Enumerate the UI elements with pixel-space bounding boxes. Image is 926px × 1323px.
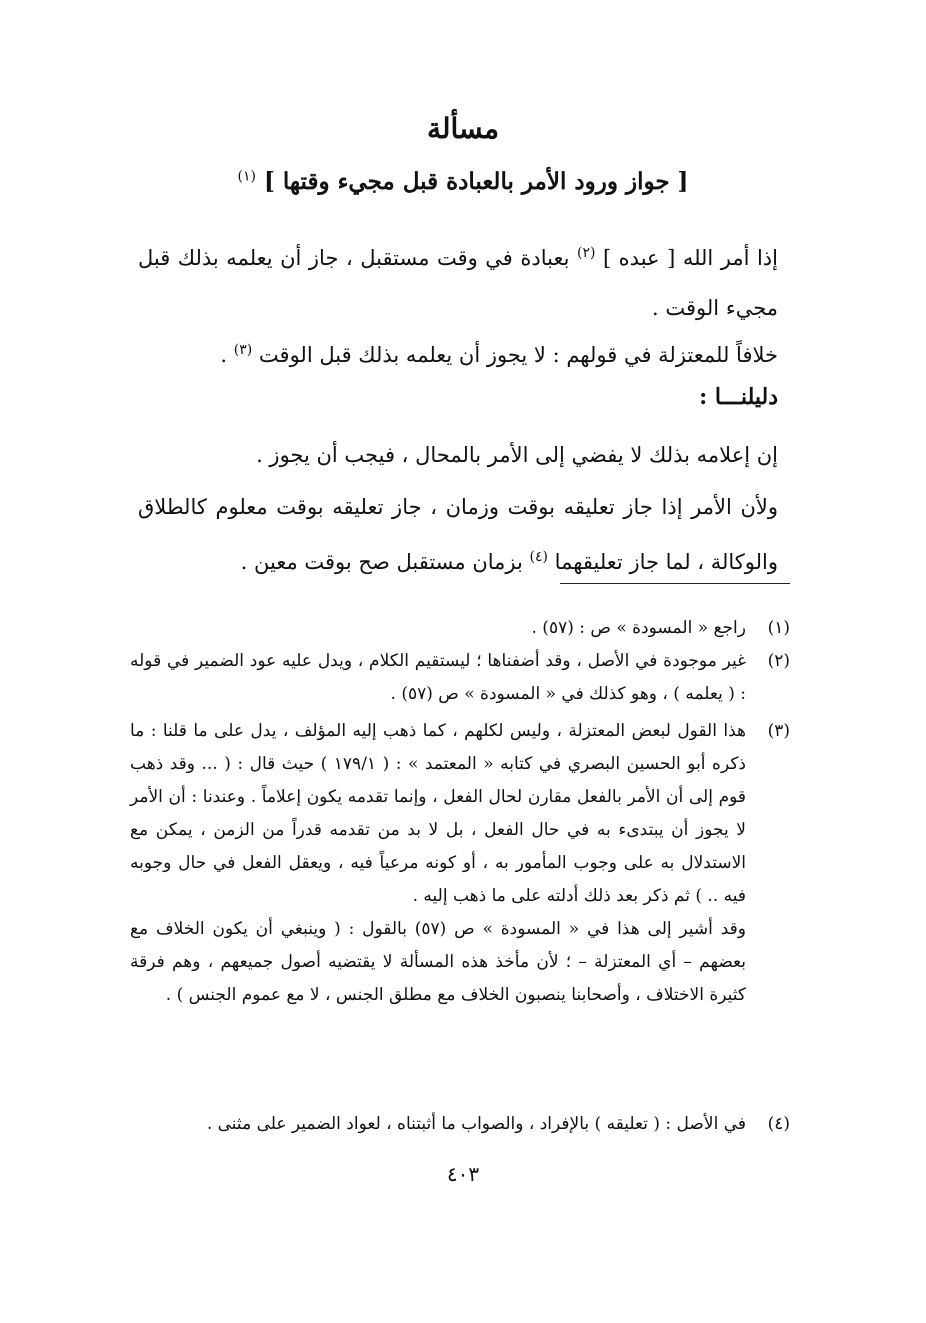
paragraph-text: خلافاً للمعتزلة في قولهم : لا يجوز أن يعلمه بذلك قبل الوقت	[258, 343, 778, 367]
page-title: مسألة	[426, 112, 500, 145]
paragraph-text: ولأن الأمر إذا جاز تعليقه بوقت وزمان ، جاز تعليقه بوقت معلوم كالطلاق والوكالة ، لما جاز تعليقهما	[138, 495, 778, 574]
paragraph-text: .	[220, 343, 228, 367]
footnote-divider	[560, 583, 790, 584]
footnote-ref: (٣)	[233, 342, 253, 358]
paragraph	[138, 482, 778, 587]
footnote-text-continued: وقد أشير إلى هذا في « المسودة » ص (٥٧) بالقول : ( وينبغي أن يكون الخلاف مع بعضهم – أي المعتزلة – ؛ لأن مأخذ هذه المسألة لا يقتضيه أصول جميعهم ، وهم فرقة كثيرة الاختلاف ، وأصحابنا ينصبون الخلاف مع مطلق الجنس ، لا مع عموم الجنس ) .	[130, 919, 746, 1005]
footnote-text: غير موجودة في الأصل ، وقد أضفناها ؛ ليستقيم الكلام ، ويدل عليه عود الضمير في قوله : ( يعلمه ) ، وهو كذلك في « المسودة » ص (٥٧) .	[130, 651, 746, 704]
footnote-number: (١)	[767, 618, 790, 638]
footnote-ref: (٤)	[529, 549, 548, 565]
paragraph	[138, 228, 778, 333]
footnote-number: (٢)	[767, 651, 790, 671]
footnote	[130, 612, 790, 645]
footnote	[130, 1108, 790, 1141]
footnote	[130, 715, 790, 1012]
evidence-heading: دليلنـــا :	[699, 384, 778, 410]
section-subtitle	[0, 168, 926, 195]
paragraph-text: بعبادة في وقت مستقبل ، جاز أن يعلمه بذلك قبل مجيء الوقت .	[138, 246, 778, 320]
footnote-text: راجع « المسودة » ص : (٥٧) .	[531, 618, 746, 638]
footnote-number: (٤)	[767, 1114, 790, 1134]
paragraph-text: بزمان مستقبل صح بوقت معين .	[240, 550, 523, 574]
footnote-text: هذا القول لبعض المعتزلة ، وليس لكلهم ، كما ذهب إليه المؤلف ، يدل على ما قلنا : ما ذكره أبو الحسين البصري في كتابه « المعتمد » : ( ١٧٩/١ ) حيث قال : ( ... وقد ذهب قوم إلى أن الأمر بالفعل مقارن لحال الفعل ، وإنما تقدمه يكون إعلاماً . وعندنا : أن الأمر لا يجوز أن يبتدىء به في حال الفعل ، بل لا بد من تقدمه قدراً من الزمن ، يمكن مع الاستدلال به على وجوب المأمور به ، أو كونه مرعياً فيه ، ويعقل الفعل في حال وجوبه فيه .. ) ثم ذكر بعد ذلك أدلته على ما ذهب إليه .	[130, 721, 746, 906]
paragraph	[138, 430, 778, 480]
footnote-ref: (١)	[237, 168, 257, 185]
footnote-number: (٣)	[767, 721, 790, 741]
paragraph-text: إن إعلامه بذلك لا يفضي إلى الأمر بالمحال ، فيجب أن يجوز .	[256, 443, 778, 467]
subtitle-text: [ جواز ورود الأمر بالعبادة قبل مجيء وقتها ]	[264, 168, 689, 195]
page-number: ٤٠٣	[446, 1162, 480, 1186]
paragraph	[138, 325, 778, 380]
footnote	[130, 645, 790, 711]
footnote-text: في الأصل : ( تعليقه ) بالإفراد ، والصواب ما أثبتناه ، لعواد الضمير على مثنى .	[206, 1114, 746, 1134]
paragraph-text: إذا أمر الله [ عبده ]	[602, 246, 778, 270]
footnote-ref: (٢)	[576, 245, 596, 261]
